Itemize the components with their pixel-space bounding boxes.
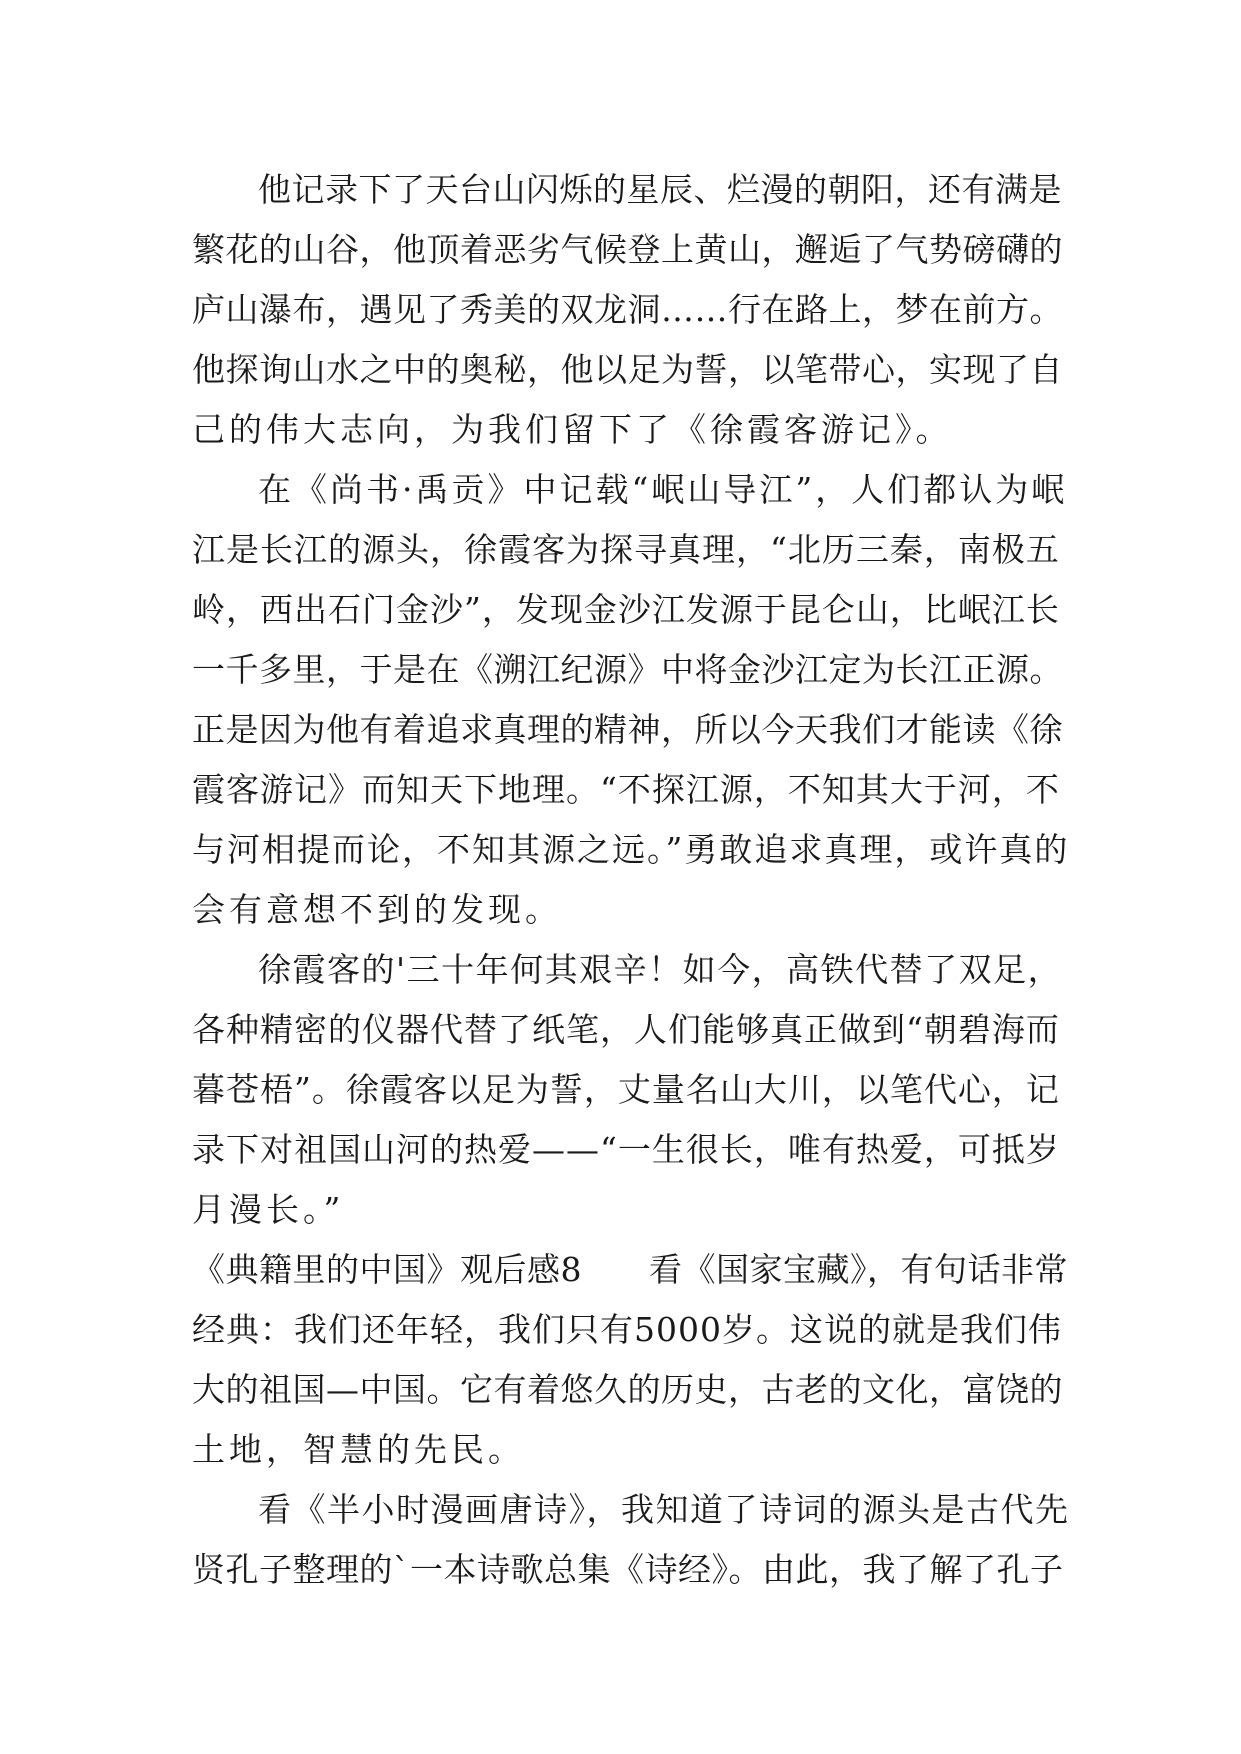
text-line: 江是长江的源头，徐霞客为探寻真理，“北历三秦，南极五 bbox=[192, 530, 1060, 569]
text-line: 他记录下了天台山闪烁的星辰、烂漫的朝阳，还有满是 bbox=[258, 170, 1062, 209]
text-line: 一千多里，于是在《溯江纪源》中将金沙江定为长江正源。 bbox=[192, 650, 1063, 689]
text-line: 看《半小时漫画唐诗》，我知道了诗词的源头是古代先 bbox=[258, 1490, 1070, 1529]
text-line: 暮苍梧”。徐霞客以足为誓，丈量名山大川，以笔代心，记 bbox=[192, 1070, 1060, 1109]
text-line: 《典籍里的中国》观后感8 看《国家宝藏》，有句话非常 bbox=[192, 1250, 1068, 1289]
text-line: 录下对祖国山河的热爱——“一生很长，唯有热爱，可抵岁 bbox=[192, 1130, 1060, 1169]
text-line: 大的祖国—中国。它有着悠久的历史，古老的文化，富饶的 bbox=[192, 1370, 1063, 1409]
text-line: 岭，西出石门金沙”，发现金沙江发源于昆仑山，比岷江长 bbox=[192, 590, 1060, 629]
text-line: 各种精密的仪器代替了纸笔，人们能够真正做到“朝碧海而 bbox=[192, 1010, 1060, 1049]
text-line: 月漫长。” bbox=[192, 1190, 345, 1229]
text-line: 繁花的山谷，他顶着恶劣气候登上黄山，邂逅了气势磅礴的 bbox=[192, 230, 1063, 269]
text-line: 土地，智慧的先民。 bbox=[192, 1430, 525, 1469]
text-line: 会有意想不到的发现。 bbox=[192, 890, 562, 929]
text-line: 庐山瀑布，遇见了秀美的双龙洞……行在路上，梦在前方。 bbox=[192, 290, 1063, 329]
text-line: 经典：我们还年轻，我们只有5000岁。这说的就是我们伟 bbox=[192, 1310, 1062, 1349]
document-body bbox=[192, 160, 1072, 1600]
text-line: 霞客游记》而知天下地理。“不探江源，不知其大于河，不 bbox=[192, 770, 1060, 809]
text-line: 在《尚书·禹贡》中记载“岷山导江”，人们都认为岷 bbox=[258, 470, 1068, 509]
text-line: 正是因为他有着追求真理的精神，所以今天我们才能读《徐 bbox=[192, 710, 1063, 749]
text-line: 贤孔子整理的`一本诗歌总集《诗经》。由此，我了解了孔子 bbox=[192, 1550, 1064, 1589]
text-line: 己的伟大志向，为我们留下了《徐霞客游记》。 bbox=[192, 410, 953, 449]
text-line: 徐霞客的'三十年何其艰辛！如今，高铁代替了双足， bbox=[258, 950, 1063, 989]
text-line: 与河相提而论，不知其源之远。”勇敢追求真理，或许真的 bbox=[192, 830, 1070, 869]
text-line: 他探询山水之中的奥秘，他以足为誓，以笔带心，实现了自 bbox=[192, 350, 1063, 389]
